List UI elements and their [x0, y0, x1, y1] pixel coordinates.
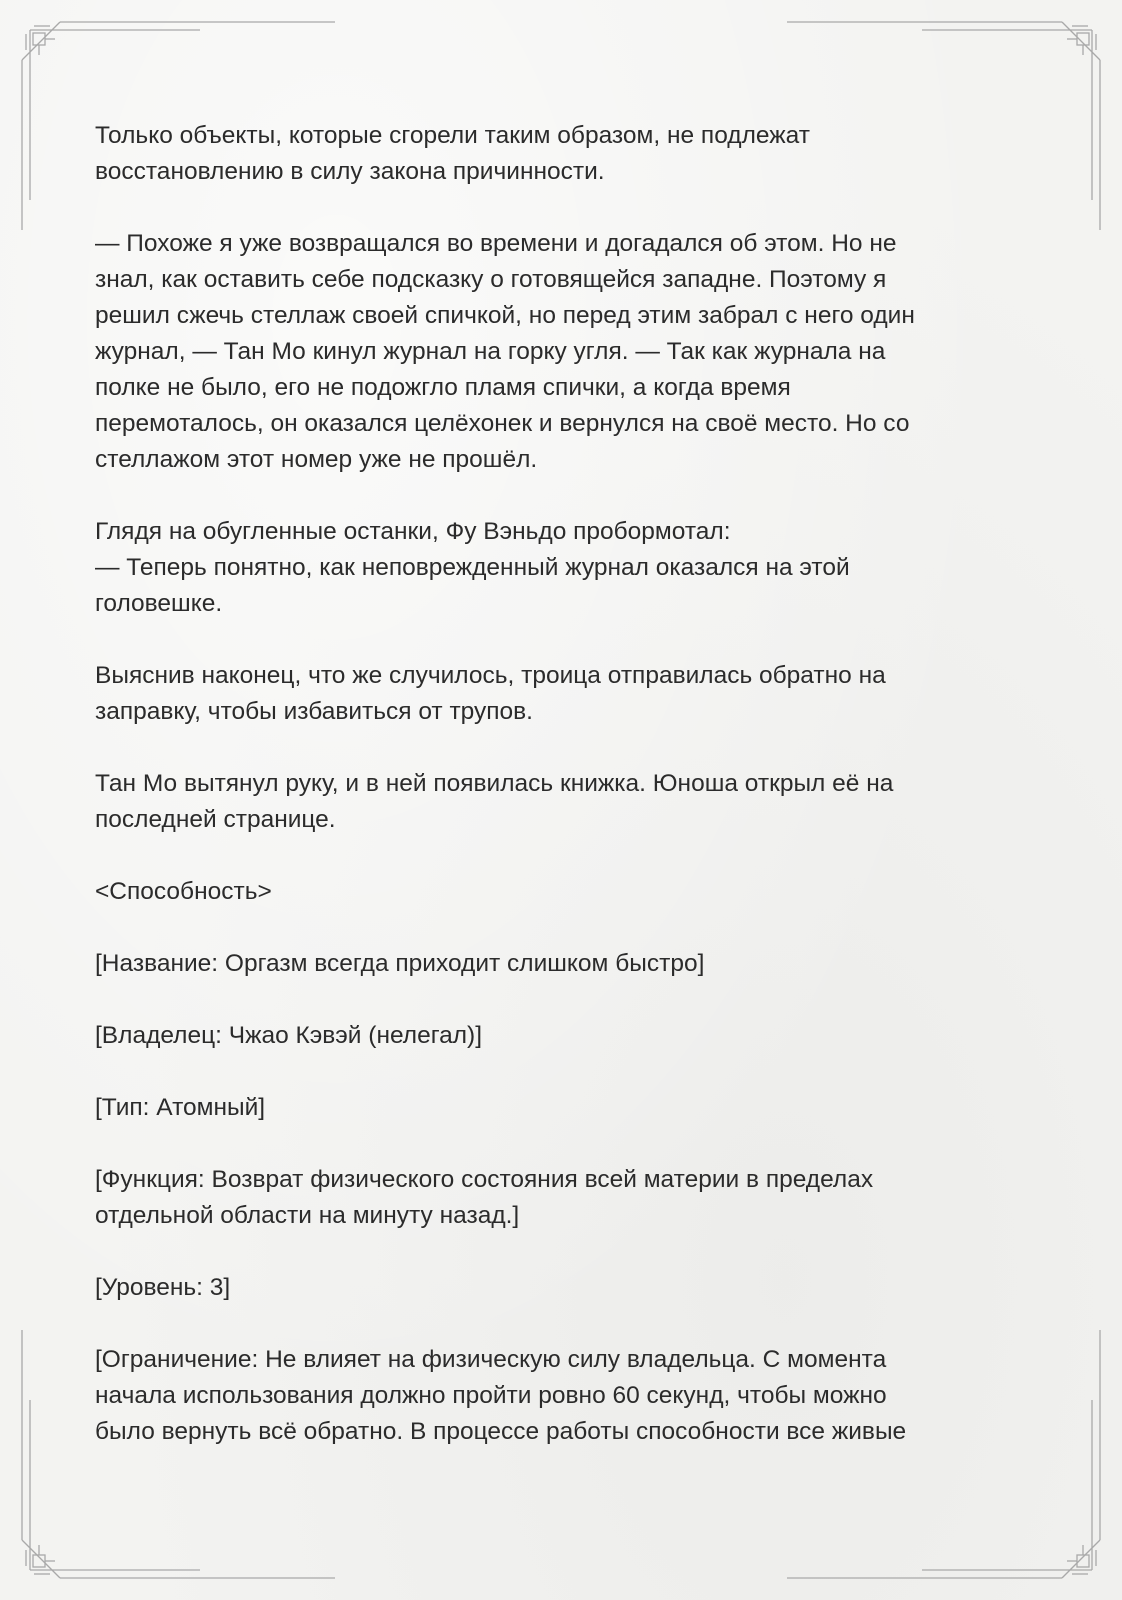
- ability-function: [Функция: Возврат физического состояния всей материи в пределах отдельной области на минуту назад.]: [95, 1166, 874, 1229]
- paragraph: — Теперь понятно, как неповрежденный журнал оказался на этой головешке.: [95, 554, 850, 617]
- ability-heading: <Способность>: [95, 878, 272, 905]
- document-body: [95, 118, 1035, 1486]
- ability-restriction: [Ограничение: Не влияет на физическую силу владельца. С момента начала использования должно пройти ровно 60 секунд, чтобы можно было вернуть всё обратно. В процессе работы способности все живые: [95, 1346, 907, 1445]
- paragraph: Только объекты, которые сгорели таким образом, не подлежат восстановлению в силу закона причинности.: [95, 122, 810, 185]
- ability-owner: [Владелец: Чжао Кэвэй (нелегал)]: [95, 1022, 483, 1049]
- paragraph: — Похоже я уже возвращался во времени и догадался об этом. Но не знал, как оставить себе подсказку о готовящейся западне. Поэтому я решил сжечь стеллаж своей спичкой, но перед этим забрал с него один журнал, — Тан Мо кинул журнал на горку угля. — Так как журнала на полке не было, его не подожгло пламя спички, а когда время перемоталось, он оказался целёхонек и вернулся на своё место. Но со стеллажом этот номер уже не прошёл.: [95, 230, 915, 473]
- ability-level: [Уровень: 3]: [95, 1274, 231, 1301]
- paragraph: Выяснив наконец, что же случилось, троица отправилась обратно на заправку, чтобы избавиться от трупов.: [95, 662, 886, 725]
- paragraph: Глядя на обугленные останки, Фу Вэньдо пробормотал:: [95, 518, 731, 545]
- ability-name: [Название: Оргазм всегда приходит слишком быстро]: [95, 950, 705, 977]
- paragraph: Тан Мо вытянул руку, и в ней появилась книжка. Юноша открыл её на последней странице.: [95, 770, 894, 833]
- ability-type: [Тип: Атомный]: [95, 1094, 266, 1121]
